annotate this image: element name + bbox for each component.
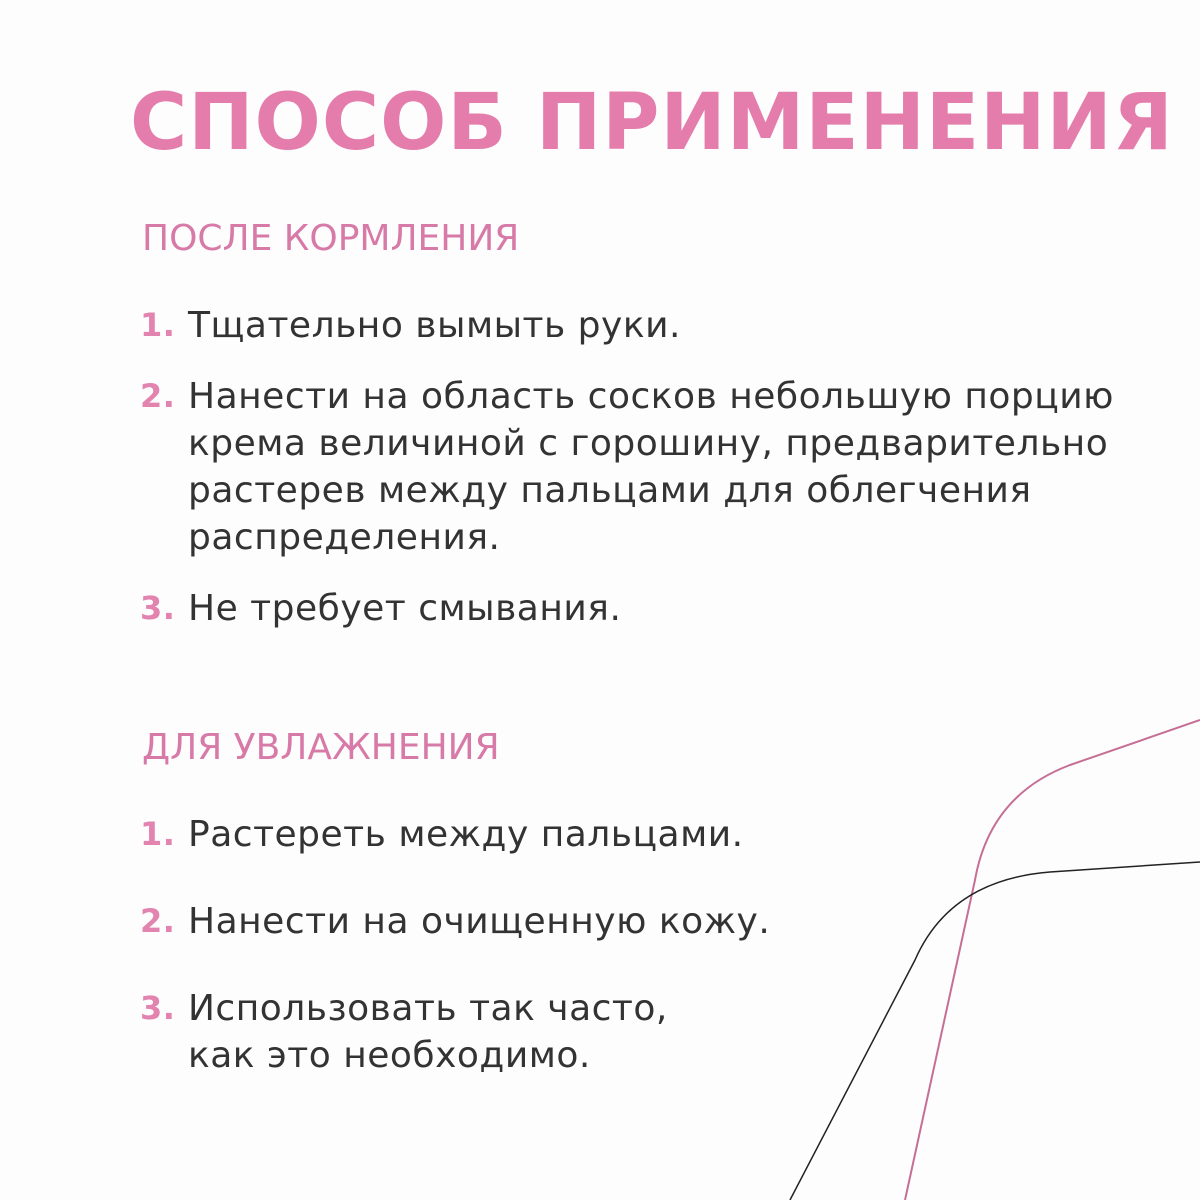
list-item [140, 373, 1140, 561]
step-text: Использовать так часто, как это необходимо. [188, 988, 668, 1076]
list-item [140, 302, 1140, 349]
step-text: Не требует смывания. [188, 588, 622, 629]
list-item [140, 985, 1140, 1079]
section-heading-after-feeding: ПОСЛЕ КОРМЛЕНИЯ [142, 218, 520, 259]
moisturizing-steps [140, 811, 1140, 1079]
step-number: 3. [140, 589, 176, 627]
step-number: 2. [140, 377, 176, 415]
page-title: СПОСОБ ПРИМЕНЕНИЯ [130, 78, 1174, 168]
step-number: 3. [140, 989, 176, 1027]
step-number: 1. [140, 306, 176, 344]
step-number: 2. [140, 902, 176, 940]
step-text: Нанести на область сосков небольшую порцию крема величиной с горошину, предварительно растерев между пальцами для облегчения распределения. [188, 376, 1114, 558]
list-item [140, 811, 1140, 858]
after-feeding-steps [140, 302, 1140, 632]
step-text: Растереть между пальцами. [188, 814, 744, 855]
step-text: Тщательно вымыть руки. [188, 305, 681, 346]
step-text: Нанести на очищенную кожу. [188, 901, 771, 942]
list-item [140, 898, 1140, 945]
section-heading-moisturizing: ДЛЯ УВЛАЖНЕНИЯ [142, 727, 500, 768]
step-number: 1. [140, 815, 176, 853]
list-item [140, 585, 1140, 632]
